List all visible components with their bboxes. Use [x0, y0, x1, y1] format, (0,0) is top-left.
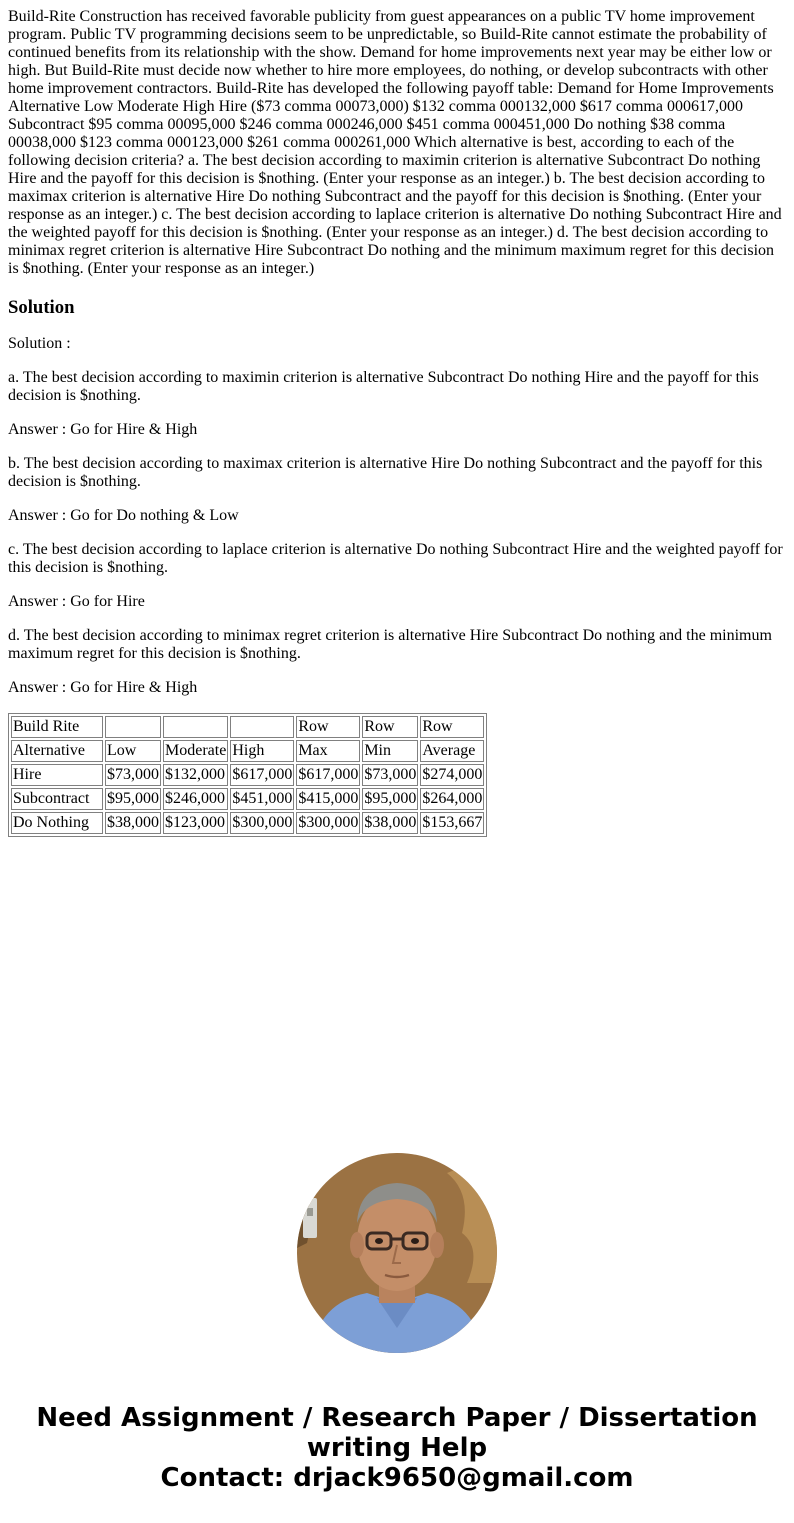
part-b-answer: Answer : Go for Do nothing & Low	[8, 507, 239, 524]
question-text: Build-Rite Construction has received favorable publicity from guest appearances on a public TV home improvement program. Public TV programming decisions seem to be unpredictable, so Build-Rite cannot estimate the probability of continued benefits from its relationship with the show. Demand for home improvements next year may be either low or high. But Build-Rite must decide now whether to hire more employees, do nothing, or develop subcontracts with other home improvement contractors. Build-Rite has developed the following payoff table: Demand for Home Improvements Alternative Low Moderate High Hire ($73 comma 00073,000) $132 comma 000132,000 $617 comma 000617,000 Subcontract $95 comma 00095,000 $246 comma 000246,000 $451 comma 000451,000 Do nothing $38 comma 00038,000 $123 comma 000123,000 $261 comma 000261,000 Which alternative is best, according to each of the following decision criteria? a. The best decision according to maximin criterion is alternative Subcontract Do nothing Hire and the payoff for this decision is $nothing. (Enter your response as an integer.) b. The best decision according to maximax criterion is alternative Hire Do nothing Subcontract and the payoff for this decision is $nothing. (Enter your response as an integer.) c. The best decision according to laplace criterion is alternative Do nothing Subcontract Hire and the weighted payoff for this decision is $nothing. (Enter your response as an integer.) d. The best decision according to minimax regret criterion is alternative Hire Subcontract Do nothing and the minimum maximum regret for this decision is $nothing. (Enter your response as an integer.)	[8, 8, 782, 277]
table-cell	[163, 716, 228, 738]
part-a-answer: Answer : Go for Hire & High	[8, 421, 198, 438]
promo-line-2: writing Help	[306, 1433, 488, 1463]
table-cell: Alternative	[11, 740, 103, 762]
table-cell: $38,000	[362, 812, 418, 834]
table-cell: Row	[296, 716, 360, 738]
table-cell: Min	[362, 740, 418, 762]
part-a-question: a. The best decision according to maximin criterion is alternative Subcontract Do nothing Hire and the payoff for this decision is $nothing.	[8, 369, 759, 404]
table-row	[11, 764, 484, 786]
table-cell	[105, 716, 161, 738]
table-row	[11, 740, 484, 762]
table-cell: Hire	[11, 764, 103, 786]
table-cell: $132,000	[163, 764, 228, 786]
avatar-portrait	[297, 1153, 497, 1353]
table-cell: Subcontract	[11, 788, 103, 810]
table-cell: $415,000	[296, 788, 360, 810]
table-cell: High	[230, 740, 294, 762]
payoff-table	[8, 713, 487, 837]
table-cell: $95,000	[362, 788, 418, 810]
part-d-answer: Answer : Go for Hire & High	[8, 679, 198, 696]
table-row	[11, 812, 484, 834]
table-cell: $617,000	[296, 764, 360, 786]
table-cell: Moderate	[163, 740, 228, 762]
avatar	[297, 1153, 497, 1353]
table-cell: $300,000	[296, 812, 360, 834]
table-cell: Average	[420, 740, 484, 762]
table-cell: Low	[105, 740, 161, 762]
table-cell: $617,000	[230, 764, 294, 786]
table-cell: Build Rite	[11, 716, 103, 738]
table-cell: Row	[362, 716, 418, 738]
promo-banner	[0, 1403, 794, 1493]
table-cell: $73,000	[105, 764, 161, 786]
promo-contact: Contact: drjack9650@gmail.com	[160, 1463, 634, 1493]
table-cell: $73,000	[362, 764, 418, 786]
table-cell: $153,667	[420, 812, 484, 834]
table-cell: $300,000	[230, 812, 294, 834]
table-cell: $264,000	[420, 788, 484, 810]
part-d-question: d. The best decision according to minimax regret criterion is alternative Hire Subcontract Do nothing and the minimum maximum regret for this decision is $nothing.	[8, 627, 772, 662]
table-cell: $38,000	[105, 812, 161, 834]
table-cell: $246,000	[163, 788, 228, 810]
table-cell: $123,000	[163, 812, 228, 834]
table-row	[11, 788, 484, 810]
solution-heading: Solution	[8, 297, 75, 318]
table-cell: $274,000	[420, 764, 484, 786]
part-c-question: c. The best decision according to laplace criterion is alternative Do nothing Subcontract Hire and the weighted payoff for this decision is $nothing.	[8, 541, 783, 576]
solution-label: Solution :	[8, 335, 71, 352]
promo-line-1: Need Assignment / Research Paper / Dissertation	[36, 1403, 758, 1433]
table-row	[11, 716, 484, 738]
part-c-answer: Answer : Go for Hire	[8, 593, 145, 610]
part-b-question: b. The best decision according to maximax criterion is alternative Hire Do nothing Subcontract and the payoff for this decision is $nothing.	[8, 455, 763, 490]
table-cell: Row	[420, 716, 484, 738]
table-cell: $451,000	[230, 788, 294, 810]
table-cell: Max	[296, 740, 360, 762]
table-cell	[230, 716, 294, 738]
table-cell: Do Nothing	[11, 812, 103, 834]
table-cell: $95,000	[105, 788, 161, 810]
